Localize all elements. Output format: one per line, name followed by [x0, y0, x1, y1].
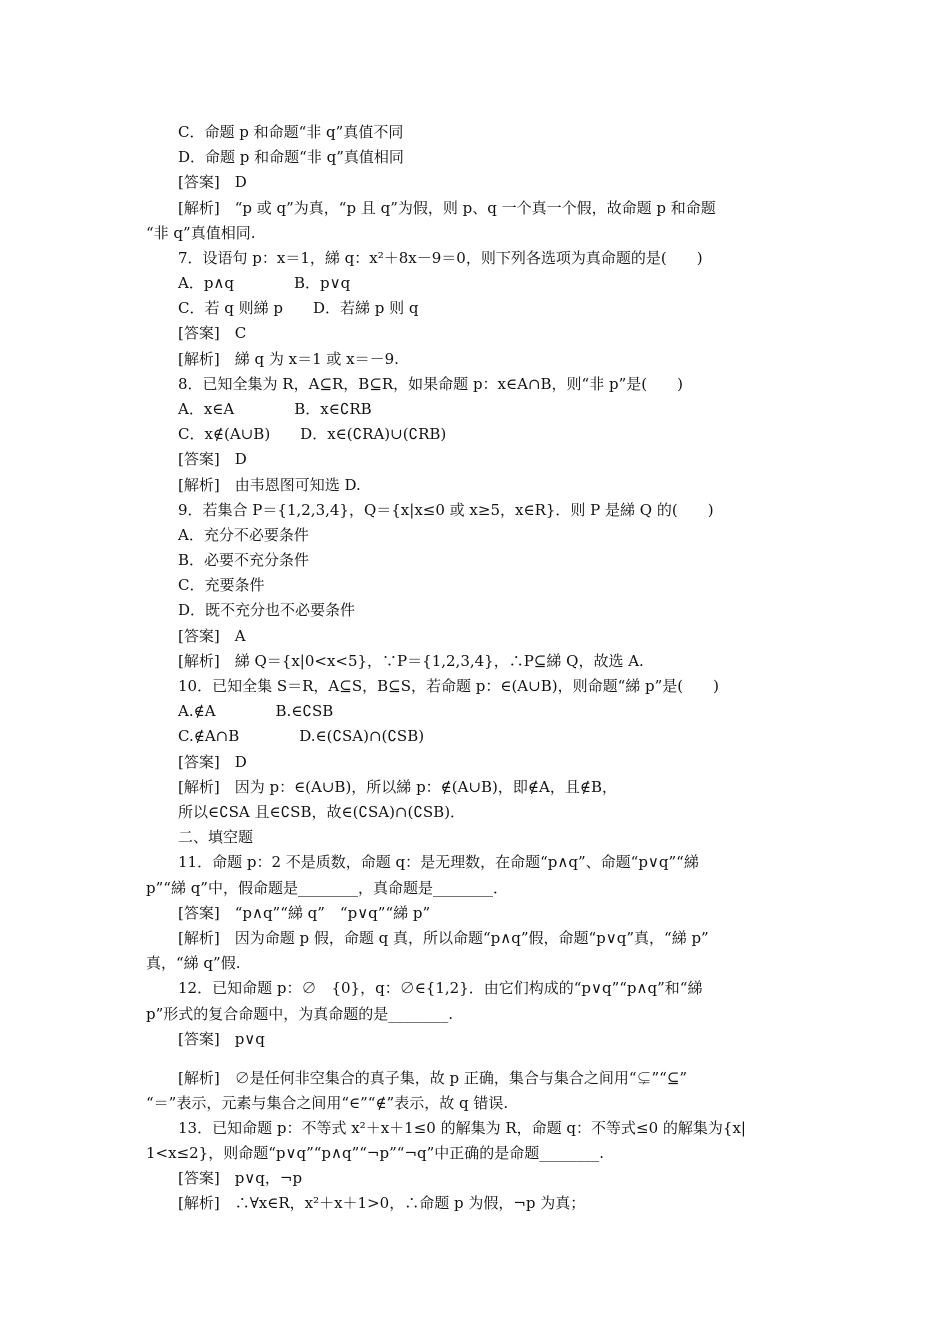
text-line: [解析] 因为命题 p 假，命题 q 真，所以命题“p∧q”假，命题“p∨q”真，“綈 p”: [178, 929, 709, 947]
text-line: [解析] 綈 q 为 x＝1 或 x＝－9.: [178, 350, 399, 368]
text-line: 8．已知全集为 R，A⊆R，B⊆R，如果命题 p：x∈A∩B，则“非 p”是( ): [178, 375, 683, 393]
text-line: A.∉A B.∈∁SB: [178, 702, 334, 720]
text-line: 10．已知全集 S＝R，A⊆S，B⊆S，若命题 p：∈(A∪B)，则命题“綈 p”是( ): [178, 677, 719, 695]
text-line: A．充分不必要条件: [178, 526, 309, 544]
text-line: [解析] 由韦恩图可知选 D.: [178, 476, 361, 494]
text-line: 二、填空题: [178, 828, 254, 846]
text-line: [解析] ∅是任何非空集合的真子集，故 p 正确，集合与集合之间用“⊊”“⊆”: [178, 1069, 688, 1087]
text-line: “＝”表示，元素与集合之间用“∈”“∉”表示，故 q 错误.: [146, 1094, 509, 1112]
text-line: 11．命题 p：2 不是质数，命题 q：是无理数，在命题“p∧q”、命题“p∨q”“綈: [178, 853, 699, 871]
text-line: A．p∧q B．p∨q: [178, 274, 351, 292]
text-line: D．命题 p 和命题“非 q”真值相同: [178, 148, 404, 166]
text-line: [解析] 因为 p：∈(A∪B)，所以綈 p：∉(A∪B)，即∉A，且∉B，: [178, 778, 617, 796]
text-line: p”形式的复合命题中，为真命题的是________.: [146, 1005, 454, 1023]
text-line: C.∉A∩B D.∈(∁SA)∩(∁SB): [178, 727, 425, 745]
text-line: [答案] “p∧q”“綈 q” “p∨q”“綈 p”: [178, 904, 431, 922]
text-line: 所以∈∁SA 且∈∁SB，故∈(∁SA)∩(∁SB)．: [178, 803, 466, 821]
text-line: C．x∉(A∪B) D．x∈(∁RA)∪(∁RB): [178, 425, 447, 443]
text-line: 1<x≤2}，则命题“p∨q”“p∧q”“¬p”“¬q”中正确的是命题________.: [146, 1144, 605, 1162]
text-line: 13．已知命题 p：不等式 x²＋x＋1≤0 的解集为 R，命题 q：不等式≤0 的解集为{x|: [178, 1119, 746, 1137]
text-line: [答案] A: [178, 627, 246, 645]
text-line: C．命题 p 和命题“非 q”真值不同: [178, 123, 404, 141]
text-line: C．充要条件: [178, 576, 265, 594]
text-line: 真，“綈 q”假.: [146, 954, 241, 972]
text-line: A．x∈A B．x∈∁RB: [178, 400, 372, 418]
text-line: p”“綈 q”中，假命题是________，真命题是________．: [146, 879, 508, 897]
text-line: [答案] D: [178, 173, 247, 191]
text-line: [答案] C: [178, 324, 247, 342]
text-line: 7．设语句 p：x＝1，綈 q：x²＋8x－9＝0，则下列各选项为真命题的是( ): [178, 249, 703, 267]
text-line: [答案] D: [178, 450, 247, 468]
text-line: “非 q”真值相同.: [146, 224, 256, 242]
text-line: D．既不充分也不必要条件: [178, 601, 356, 619]
text-line: 9．若集合 P＝{1,2,3,4}，Q＝{x|x≤0 或 x≥5，x∈R}．则 P 是綈 Q 的( ): [178, 501, 714, 519]
text-line: B．必要不充分条件: [178, 551, 310, 569]
text-line: [解析] 綈 Q＝{x|0<x<5}，∵P＝{1,2,3,4}，∴P⊆綈 Q，故选 A.: [178, 652, 644, 670]
text-line: [答案] p∨q: [178, 1030, 265, 1048]
text-line: C．若 q 则綈 p D．若綈 p 则 q: [178, 299, 419, 317]
text-line: [解析] ∴∀x∈R，x²＋x＋1>0，∴命题 p 为假，¬p 为真；: [178, 1194, 586, 1212]
text-line: [答案] p∨q，¬p: [178, 1169, 303, 1187]
text-line: 12．已知命题 p：∅ {0}，q：∅∈{1,2}．由它们构成的“p∨q”“p∧q”和“綈: [178, 979, 703, 997]
text-line: [答案] D: [178, 753, 247, 771]
text-line: [解析] “p 或 q”为真，“p 且 q”为假，则 p、q 一个真一个假，故命题 p 和命题: [178, 199, 716, 217]
